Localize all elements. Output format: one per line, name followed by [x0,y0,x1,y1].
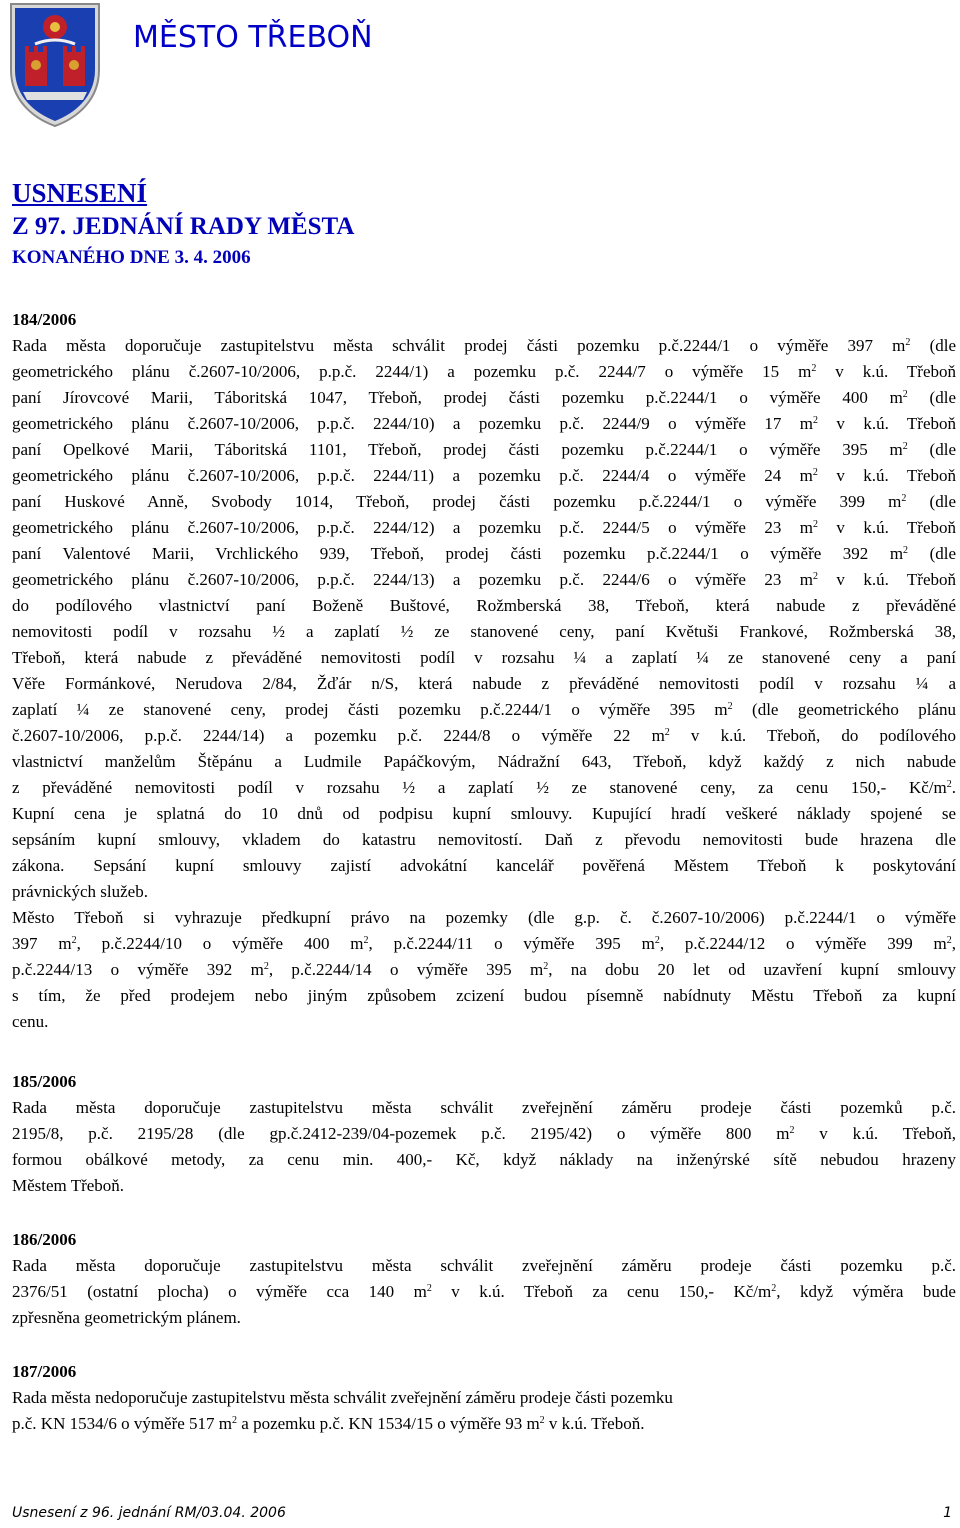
text-line: Věře Formánkové, Nerudova 2/84, Žďár n/S, která nabude z převáděné nemovitosti podíl v rozsahu ¼ a [12,674,956,693]
superscript: 2 [905,337,911,348]
resolution-number: 185/2006 [12,1072,77,1091]
superscript: 2 [654,935,660,946]
text-line: Rada města doporučuje zastupitelstvu města schválit prodej části pozemku p.č.2244/1 o výměře 397 $m^2$ (dle [12,336,956,355]
superscript: 2 [902,389,908,400]
superscript: 2 [813,415,819,426]
text-line: s tím, že před prodejem nebo jiným způsobem zcizení budou písemně nabídnuty Městu Třeboň za kupní [12,986,956,1005]
text-line: Rada města doporučuje zastupitelstvu města schválit zveřejnění záměru prodeje části pozemků p.č. [12,1098,956,1117]
resolution-185 [12,1069,956,1199]
text-line: Rada města nedoporučuje zastupitelstvu města schválit zveřejnění záměru prodeje části pozemku [12,1388,673,1407]
meeting-title: Z 97. JEDNÁNÍ RADY MĚSTA [12,213,355,240]
superscript: 2 [263,961,269,972]
meeting-date: KONANÉHO DNE 3. 4. 2006 [12,247,251,268]
superscript: 2 [539,1415,545,1426]
superscript: 2 [946,935,952,946]
coat-of-arms-logo [5,0,105,128]
superscript: 2 [789,1125,795,1136]
superscript: 2 [812,467,818,478]
text-line: 397 $m^2$, p.č.2244/10 o výměře 400 $m^2$, p.č.2244/11 o výměře 395 $m^2$, p.č.2244/12 o výměře 399 $m^2$, [12,934,956,953]
text-line: p.č. KN 1534/6 o výměře 517 $m^2$ a pozemku p.č. KN 1534/15 o výměře 93 $m^2$ v k.ú. Třeboň. [12,1414,645,1433]
footer-reference: Usnesení z 96. jednání RM/03.04. 2006 [12,1505,286,1521]
superscript: 2 [811,363,817,374]
superscript: 2 [813,571,819,582]
text-line: zpřesněna geometrickým plánem. [12,1308,241,1327]
superscript: 2 [363,935,369,946]
text-line: právnických služeb. [12,882,148,901]
resolution-184 [12,307,956,1035]
superscript: 2 [71,935,77,946]
text-line: geometrického plánu č.2607-10/2006, p.p.č. 2244/10) a pozemku p.č. 2244/9 o výměře 17 $m^2$ v k.ú. Třeboň [12,414,956,433]
text-line: sepsáním kupní smlouvy, vkladem do katastru nemovitostí. Daň z převodu nemovitosti bude hrazena dle [12,830,956,849]
text-line: 2195/8, p.č. 2195/28 (dle gp.č.2412-239/04-pozemek p.č. 2195/42) o výměře 800 $m^2$ v k.ú. Třeboň, [12,1124,956,1143]
superscript: 2 [727,701,733,712]
text-line: paní Valentové Marii, Vrchlického 939, Třeboň, prodej části pozemku p.č.2244/1 o výměře 392 $m^2$ (dle [12,544,956,563]
superscript: 2 [232,1415,238,1426]
superscript: 2 [813,519,819,530]
resolution-number: 184/2006 [12,310,77,329]
text-line: paní Opelkové Marii, Táboritská 1101, Třeboň, prodej části pozemku p.č.2244/1 o výměře 395 $m^2$ (dle [12,440,956,459]
text-line: nemovitosti podíl v rozsahu ½ a zaplatí ½ ze stanovené ceny, paní Květuši Frankové, Rožmberská 38, [12,622,956,641]
city-name: MĚSTO TŘEBOŇ [133,20,373,55]
text-line: vlastnictví manželům Štěpánu a Ludmile Papáčkovým, Nádražní 643, Třeboň, když každý z nich nabude [12,752,956,771]
text-line: Kupní cena je splatná do 10 dnů od podpisu kupní smlouvy. Kupující hradí veškeré náklady spojené se [12,804,956,823]
superscript: 2 [664,727,670,738]
superscript: 2 [543,961,549,972]
page-footer [12,1505,952,1521]
text-line: z převáděné nemovitosti podíl v rozsahu ½ a zaplatí ½ ze stanovené ceny, za cenu 150,- $Kč/m^2$. [12,778,956,797]
resolution-186 [12,1227,956,1331]
text-line: paní Huskové Anně, Svobody 1014, Třeboň, prodej části pozemku p.č.2244/1 o výměře 399 $m^2$ (dle [12,492,956,511]
resolution-number: 187/2006 [12,1362,77,1381]
resolution-187 [12,1359,956,1437]
text-line: Město Třeboň si vyhrazuje předkupní právo na pozemky (dle g.p. č. č.2607-10/2006) p.č.2244/1 o výměře [12,908,956,927]
superscript: 2 [902,441,908,452]
superscript: 2 [901,493,907,504]
page-number: 1 [943,1505,952,1521]
text-line: Městem Třeboň. [12,1176,125,1195]
text-line: formou obálkové metody, za cenu min. 400,- Kč, když náklady na inženýrské sítě nebudou hrazeny [12,1150,956,1169]
text-line: geometrického plánu č.2607-10/2006, p.p.č. 2244/1) a pozemku p.č. 2244/7 o výměře 15 $m^2$ v k.ú. Třeboň [12,362,956,381]
text-line: Třeboň, která nabude z převáděné nemovitosti podíl v rozsahu ¼ a zaplatí ¼ ze stanovené ceny a paní [12,648,956,667]
text-line: geometrického plánu č.2607-10/2006, p.p.č. 2244/12) a pozemku p.č. 2244/5 o výměře 23 $m^2$ v k.ú. Třeboň [12,518,956,537]
text-line: geometrického plánu č.2607-10/2006, p.p.č. 2244/11) a pozemku p.č. 2244/4 o výměře 24 $m^2$ v k.ú. Třeboň [12,466,956,485]
text-line: zaplatí ¼ ze stanovené ceny, prodej části pozemku p.č.2244/1 o výměře 395 $m^2$ (dle geometrického plánu [12,700,956,719]
text-line: č.2607-10/2006, p.p.č. 2244/14) a pozemku p.č. 2244/8 o výměře 22 $m^2$ v k.ú. Třeboň, do podílového [12,726,956,745]
superscript: 2 [946,779,952,790]
text-line: do podílového vlastnictví paní Boženě Buštové, Rožmberská 38, Třeboň, která nabude z převáděné [12,596,956,615]
text-line: geometrického plánu č.2607-10/2006, p.p.č. 2244/13) a pozemku p.č. 2244/6 o výměře 23 $m^2$ v k.ú. Třeboň [12,570,956,589]
superscript: 2 [771,1283,777,1294]
text-line: 2376/51 (ostatní plocha) o výměře cca 140 $m^2$ v k.ú. Třeboň za cenu 150,- $Kč/m^2$, když výměra bude [12,1282,956,1301]
text-line: p.č.2244/13 o výměře 392 $m^2$, p.č.2244/14 o výměře 395 $m^2$, na dobu 20 let od uzavření kupní smlouvy [12,960,956,979]
document-title: USNESENÍ [12,178,148,208]
text-line: paní Jírovcové Marii, Táboritská 1047, Třeboň, prodej části pozemku p.č.2244/1 o výměře 400 $m^2$ (dle [12,388,956,407]
superscript: 2 [903,545,909,556]
text-line: Rada města doporučuje zastupitelstvu města schválit zveřejnění záměru prodeje části pozemku p.č. [12,1256,956,1275]
resolution-number: 186/2006 [12,1230,77,1249]
superscript: 2 [426,1283,432,1294]
text-line: cenu. [12,1012,49,1031]
text-line: zákona. Sepsání kupní smlouvy zajistí advokátní kancelář pověřená Městem Třeboň k poskytování [12,856,956,875]
